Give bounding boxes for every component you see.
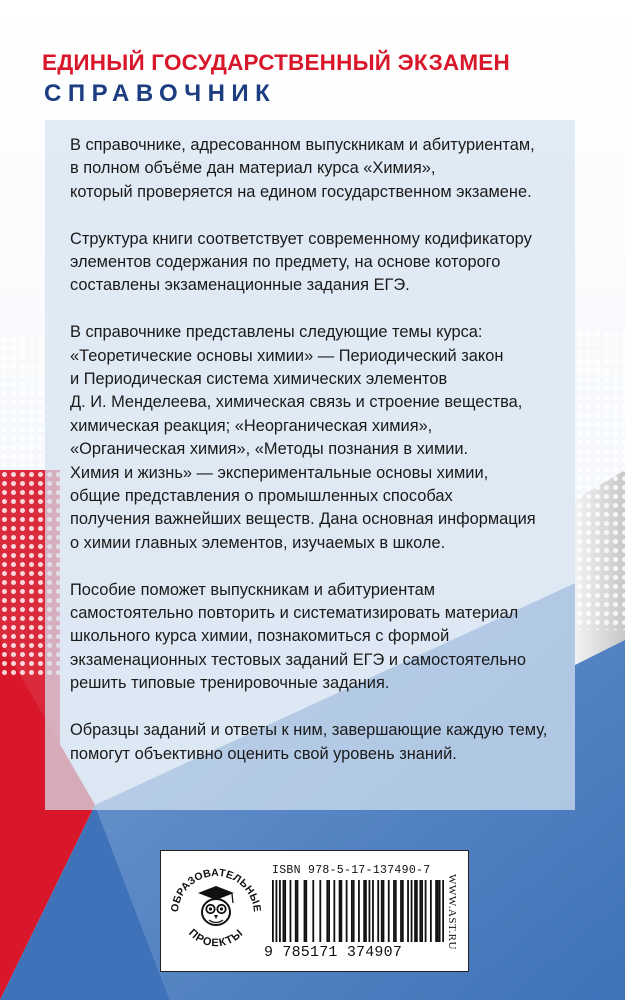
barcode-bar: [425, 880, 427, 942]
barcode-bar: [333, 880, 335, 942]
text-line: экзаменационных тестовых заданий ЕГЭ и самостоятельно: [70, 650, 526, 669]
barcode-bar: [328, 880, 330, 942]
isbn-barcode: [272, 880, 444, 942]
publisher-url: WWW.AST.RU: [446, 874, 458, 950]
text-line: и Периодическая система химических элементов: [70, 370, 448, 389]
barcode-bar: [319, 880, 321, 942]
barcode-bar: [381, 880, 383, 942]
barcode-bar: [312, 880, 314, 942]
text-line: «Теоретические основы химии» — Периодический закон: [70, 346, 504, 365]
text-line: составлены экзаменационные задания ЕГЭ.: [70, 276, 410, 295]
barcode-bar: [411, 880, 413, 942]
text-line: Д. И. Менделеева, химическая связь и строение вещества,: [70, 393, 523, 412]
barcode-bar: [442, 880, 444, 942]
text-line: Пособие поможет выпускникам и абитуриентам: [70, 580, 436, 599]
barcode-bar: [437, 880, 439, 942]
barcode-digits: 9 785171 374907: [264, 944, 403, 961]
text-line: Структура книги соответствует современному кодификатору: [70, 229, 532, 248]
barcode-bar: [435, 880, 437, 942]
text-line: помогут объективно оценить свой уровень знаний.: [70, 744, 457, 763]
barcode-bar: [365, 880, 367, 942]
text-line: химическая реакция; «Неорганическая химия»,: [70, 416, 433, 435]
barcode-bar: [272, 880, 274, 942]
text-line: В справочнике представлены следующие темы курса:: [70, 323, 483, 342]
barcode-bar: [421, 880, 423, 942]
text-line: школьного курса химии, познакомиться с формой: [70, 627, 450, 646]
paragraph-3: [70, 321, 570, 555]
paragraph-1: [70, 134, 570, 204]
publisher-logo: [166, 856, 266, 964]
barcode-bar: [377, 880, 379, 942]
barcode-bar: [279, 880, 281, 942]
paragraph-4: [70, 579, 570, 696]
text-line: в полном объёме дан материал курса «Химия»,: [70, 159, 436, 178]
barcode-bar: [283, 880, 285, 942]
barcode-bar: [276, 880, 278, 942]
barcode-bar: [395, 880, 397, 942]
text-line: Образцы заданий и ответы к ним, завершающие каждую тему,: [70, 721, 548, 740]
barcode-bar: [284, 880, 286, 942]
text-line: самостоятельно повторить и систематизировать материал: [70, 604, 519, 623]
barcode-bar: [388, 880, 390, 942]
barcode-bar: [305, 880, 307, 942]
barcode-bar: [407, 880, 409, 942]
barcode-bar: [295, 880, 297, 942]
text-line: В справочнике, адресованном выпускникам и абитуриентам,: [70, 136, 535, 154]
barcode-bar: [346, 880, 348, 942]
barcode-bar: [439, 880, 441, 942]
barcode-bar: [372, 880, 374, 942]
barcode-bar: [414, 880, 416, 942]
halftone-dots-right: [575, 330, 625, 630]
barcode-bar: [393, 880, 395, 942]
barcode-bar: [290, 880, 292, 942]
barcode-bar: [351, 880, 353, 942]
series-title: ЕДИНЫЙ ГОСУДАРСТВЕННЫЙ ЭКЗАМЕН: [42, 50, 510, 75]
barcode-bar: [419, 880, 421, 942]
barcode-bar: [430, 880, 432, 942]
barcode-bar: [369, 880, 371, 942]
paragraph-5: [70, 719, 570, 766]
barcode-bar: [416, 880, 418, 942]
annotation-text: [70, 134, 570, 789]
owl-graduate-icon: [198, 886, 234, 925]
barcode-bar: [383, 880, 385, 942]
barcode-bar: [402, 880, 404, 942]
logo-text-bottom: ПРОЕКТЫ: [186, 926, 246, 950]
text-line: Химия и жизнь» — экспериментальные основы химии,: [70, 463, 489, 482]
paragraph-2: [70, 228, 570, 298]
barcode-bar: [304, 880, 306, 942]
barcode-bar: [326, 880, 328, 942]
text-line: о химии главных элементов, изучаемых в школе.: [70, 533, 446, 552]
barcode-bar: [358, 880, 360, 942]
barcode-bar: [340, 880, 342, 942]
text-line: «Органическая химия», «Методы познания в химии.: [70, 440, 469, 459]
barcode-bar: [297, 880, 299, 942]
barcode-bar: [339, 880, 341, 942]
text-line: который проверяется на едином государственном экзамене.: [70, 182, 532, 201]
text-line: элементов содержания по предмету, на основе которого: [70, 253, 501, 272]
isbn-number: ISBN 978-5-17-137490-7: [272, 864, 431, 877]
text-line: получения важнейших веществ. Дана основная информация: [70, 510, 536, 529]
barcode-bar: [353, 880, 355, 942]
logo-text-top: ОБРАЗОВАТЕЛЬНЫЕ: [168, 866, 264, 913]
barcode-bar: [400, 880, 402, 942]
text-line: решить типовые тренировочные задания.: [70, 674, 390, 693]
svg-text:ПРОЕКТЫ: [186, 927, 246, 949]
text-line: общие представления о промышленных способах: [70, 487, 453, 506]
barcode-bar: [363, 880, 365, 942]
series-subtitle: СПРАВОЧНИК: [44, 80, 277, 107]
